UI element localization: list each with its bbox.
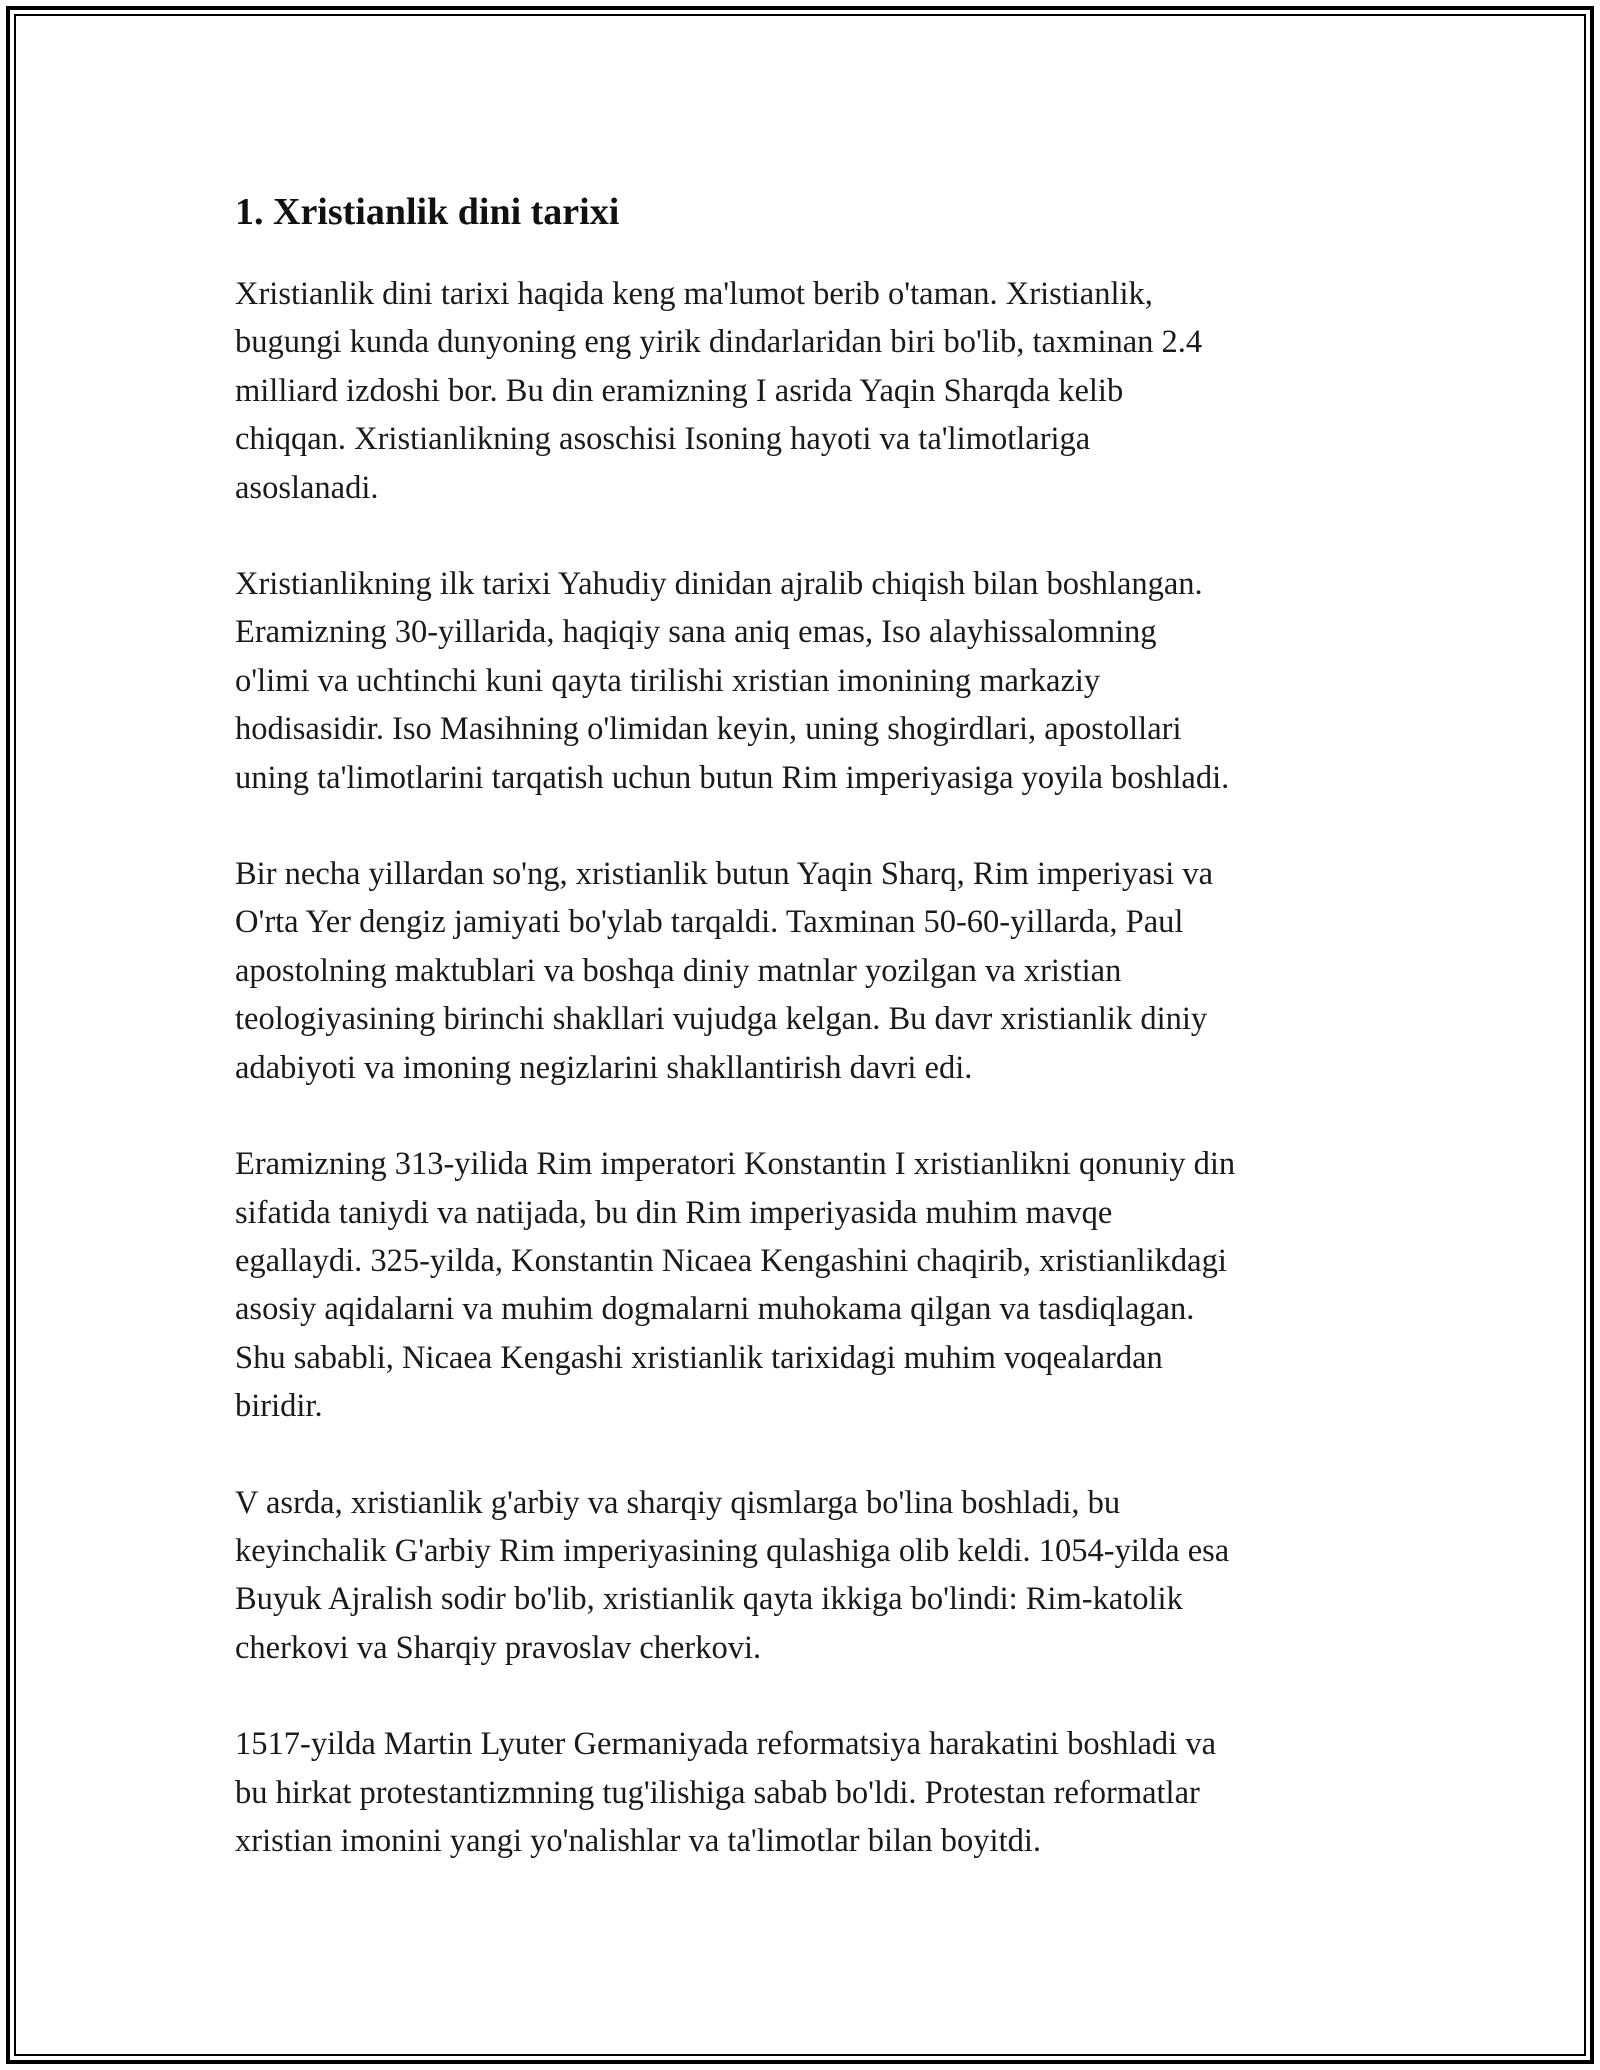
paragraph-line: keyinchalik G'arbiy Rim imperiyasining qulashiga olib keldi. 1054-yilda esa: [235, 1532, 1230, 1569]
paragraph-line: cherkovi va Sharqiy pravoslav cherkovi.: [235, 1629, 762, 1666]
paragraph-line: Bir necha yillardan so'ng, xristianlik butun Yaqin Sharq, Rim imperiyasi va: [235, 856, 1214, 893]
paragraph-5: [235, 1479, 1375, 1673]
paragraph-line: V asrda, xristianlik g'arbiy va sharqiy qismlarga bo'lina boshladi, bu: [235, 1484, 1121, 1521]
paragraph-1: [235, 270, 1375, 512]
paragraph-line: o'limi va uchtinchi kuni qayta tirilishi xristian imonining markaziy: [235, 662, 1101, 699]
paragraph-line: hodisasidir. Iso Masihning o'limidan keyin, uning shogirdlari, apostollari: [235, 711, 1182, 748]
paragraph-line: Eramizning 313-yilida Rim imperatori Konstantin I xristianlikni qonuniy din: [235, 1146, 1236, 1183]
paragraph-4: [235, 1140, 1375, 1430]
paragraph-6: [235, 1720, 1375, 1865]
paragraph-line: Buyuk Ajralish sodir bo'lib, xristianlik qayta ikkiga bo'lindi: Rim-katolik: [235, 1581, 1183, 1618]
paragraph-line: Xristianlikning ilk tarixi Yahudiy dinidan ajralib chiqish bilan boshlangan.: [235, 566, 1203, 603]
paragraph-line: adabiyoti va imoning negizlarini shakllantirish davri edi.: [235, 1049, 973, 1086]
paragraph-line: sifatida taniydi va natijada, bu din Rim imperiyasida muhim mavqe: [235, 1194, 1113, 1231]
paragraph-3: [235, 850, 1375, 1092]
paragraph-line: xristian imonini yangi yo'nalishlar va ta'limotlar bilan boyitdi.: [235, 1822, 1042, 1859]
paragraph-line: Eramizning 30-yillarida, haqiqiy sana aniq emas, Iso alayhissalomning: [235, 614, 1157, 651]
paragraph-line: asosiy aqidalarni va muhim dogmalarni muhokama qilgan va tasdiqlagan.: [235, 1291, 1195, 1328]
paragraph-line: milliard izdoshi bor. Bu din eramizning I asrida Yaqin Sharqda kelib: [235, 372, 1124, 409]
paragraph-line: asoslanadi.: [235, 469, 379, 506]
paragraph-line: biridir.: [235, 1388, 323, 1425]
paragraph-line: apostolning maktublari va boshqa diniy matnlar yozilgan va xristian: [235, 952, 1122, 989]
paragraph-line: 1517-yilda Martin Lyuter Germaniyada reformatsiya harakatini boshladi va: [235, 1726, 1216, 1763]
paragraph-line: egallaydi. 325-yilda, Konstantin Nicaea Kengashini chaqirib, xristianlikdagi: [235, 1242, 1227, 1279]
section-title: 1. Xristianlik dini tarixi: [235, 191, 620, 233]
paragraph-line: bugungi kunda dunyoning eng yirik dindarlaridan biri bo'lib, taxminan 2.4: [235, 324, 1203, 361]
paragraph-line: teologiyasining birinchi shakllari vujudga kelgan. Bu davr xristianlik diniy: [235, 1001, 1208, 1038]
paragraph-line: bu hirkat protestantizmning tug'ilishiga sabab bo'ldi. Protestan reformatlar: [235, 1774, 1200, 1811]
paragraph-line: O'rta Yer dengiz jamiyati bo'ylab tarqaldi. Taxminan 50-60-yillarda, Paul: [235, 904, 1184, 941]
paragraph-2: [235, 560, 1375, 802]
paragraph-line: Xristianlik dini tarixi haqida keng ma'lumot berib o'taman. Xristianlik,: [235, 276, 1153, 312]
paragraph-line: uning ta'limotlarini tarqatish uchun butun Rim imperiyasiga yoyila boshladi.: [235, 759, 1230, 796]
paragraph-line: Shu sababli, Nicaea Kengashi xristianlik tarixidagi muhim voqealardan: [235, 1339, 1163, 1376]
paragraph-line: chiqqan. Xristianlikning asoschisi Isoning hayoti va ta'limotlariga: [235, 421, 1091, 458]
document-body: [235, 188, 1375, 1913]
